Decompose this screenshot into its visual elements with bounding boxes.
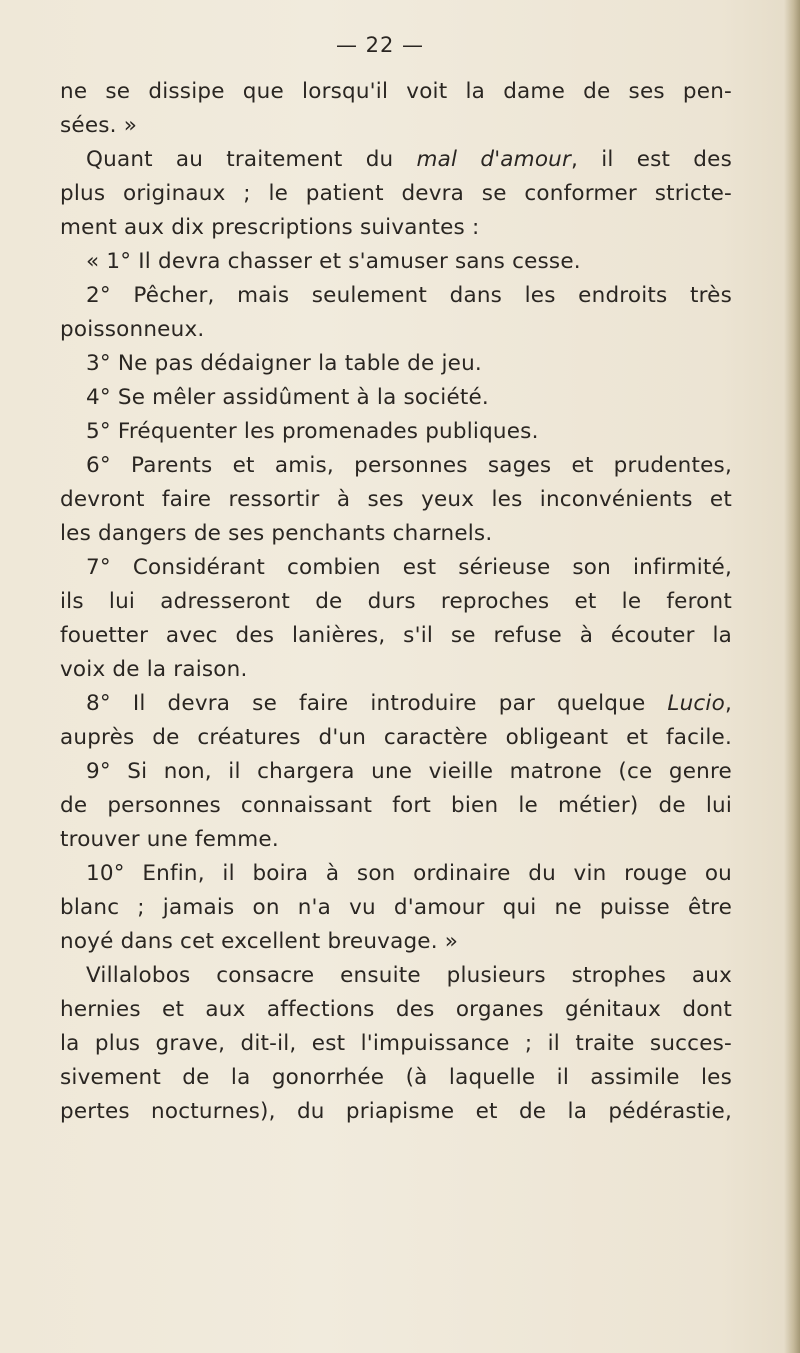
text-line: Villalobos consacre ensuite plusieurs strophes aux bbox=[86, 963, 732, 988]
text-line bbox=[60, 143, 732, 177]
text-line: pertes nocturnes), du priapisme et de la pédérastie, bbox=[60, 1099, 732, 1124]
line-segment: , bbox=[724, 691, 732, 716]
body-text bbox=[60, 75, 732, 1129]
text-line: auprès de créatures d'un caractère obligeant et facile. bbox=[60, 725, 732, 750]
text-line: voix de la raison. bbox=[60, 657, 248, 682]
text-line: la plus grave, dit-il, est l'impuissance ; il traite succes- bbox=[60, 1031, 732, 1056]
text-line: noyé dans cet excellent breuvage. » bbox=[60, 929, 459, 954]
text-line: sivement de la gonorrhée (à laquelle il assimile les bbox=[60, 1065, 732, 1090]
text-line bbox=[60, 687, 732, 721]
text-line: poissonneux. bbox=[60, 317, 205, 342]
line-segment: Quant au traitement du bbox=[86, 147, 417, 172]
text-line: les dangers de ses penchants charnels. bbox=[60, 521, 493, 546]
text-line: trouver une femme. bbox=[60, 827, 279, 852]
text-line: plus originaux ; le patient devra se conformer stricte- bbox=[60, 181, 732, 206]
text-line: ment aux dix prescriptions suivantes : bbox=[60, 215, 480, 240]
text-line: 10° Enfin, il boira à son ordinaire du vin rouge ou bbox=[86, 861, 732, 886]
italic-phrase: mal d'amour bbox=[416, 147, 572, 172]
line-segment: 8° Il devra se faire introduire par quelque bbox=[86, 691, 668, 716]
text-line: 4° Se mêler assidûment à la société. bbox=[86, 385, 489, 410]
italic-phrase: Lucio bbox=[667, 691, 725, 716]
page-edge-shadow bbox=[784, 0, 800, 1353]
text-line: devront faire ressortir à ses yeux les inconvénients et bbox=[60, 487, 732, 512]
text-line: 2° Pêcher, mais seulement dans les endroits très bbox=[86, 283, 732, 308]
text-line: blanc ; jamais on n'a vu d'amour qui ne puisse être bbox=[60, 895, 732, 920]
text-line: ne se dissipe que lorsqu'il voit la dame de ses pen- bbox=[60, 79, 732, 104]
text-line: 9° Si non, il chargera une vieille matrone (ce genre bbox=[86, 759, 732, 784]
text-line: 3° Ne pas dédaigner la table de jeu. bbox=[86, 351, 482, 376]
text-line: de personnes connaissant fort bien le métier) de lui bbox=[60, 793, 732, 818]
text-line: 6° Parents et amis, personnes sages et prudentes, bbox=[86, 453, 732, 478]
text-line: « 1° Il devra chasser et s'amuser sans cesse. bbox=[86, 249, 581, 274]
page-number: — 22 — bbox=[335, 33, 425, 57]
text-line: 5° Fréquenter les promenades publiques. bbox=[86, 419, 539, 444]
text-line: hernies et aux affections des organes génitaux dont bbox=[60, 997, 732, 1022]
text-line: sées. » bbox=[60, 113, 138, 138]
text-line: ils lui adresseront de durs reproches et le feront bbox=[60, 589, 732, 614]
line-segment: , il est des bbox=[571, 147, 732, 172]
text-line: 7° Considérant combien est sérieuse son infirmité, bbox=[86, 555, 732, 580]
text-line: fouetter avec des lanières, s'il se refuse à écouter la bbox=[60, 623, 732, 648]
